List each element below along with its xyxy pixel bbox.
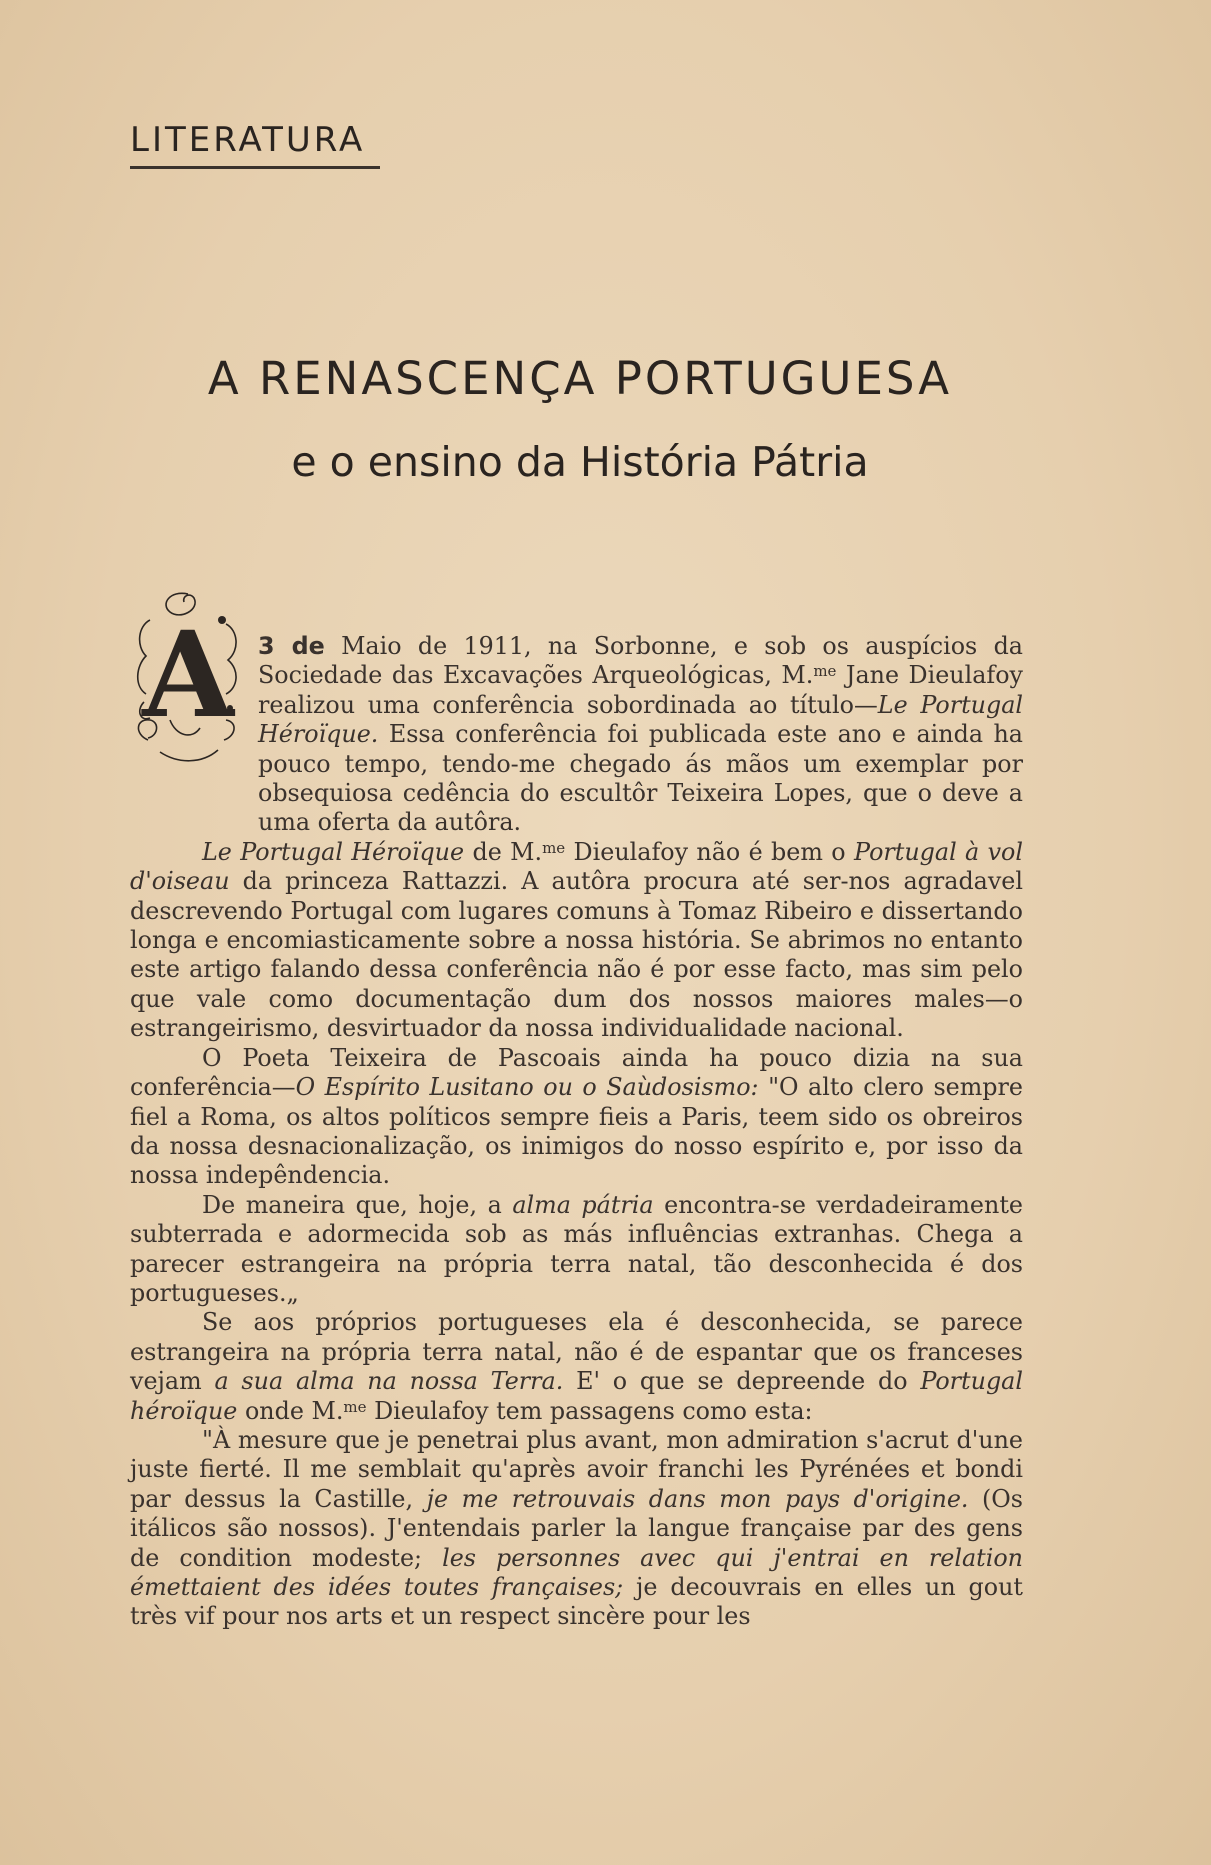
text-run: de M. bbox=[464, 837, 543, 866]
paragraph bbox=[130, 1426, 1023, 1632]
lead-words: 3 de bbox=[258, 632, 325, 660]
italic-text: Le Portugal Héroïque bbox=[202, 837, 465, 866]
text-run: Dieulafoy tem passagens como esta: bbox=[366, 1396, 813, 1425]
superscript: me bbox=[343, 1397, 367, 1416]
text-run: "À mesure que je penetrai plus avant, mon admiration s'acrut d'une juste fierté. Il me semblait qu'après avoir franchi les Pyrénées et bondi par dessus la Castille, bbox=[130, 1425, 1023, 1513]
italic-text: Le Portugal Héroïque. bbox=[258, 690, 1023, 749]
italic-text: je me retrouvais dans mon pays d'origine. bbox=[426, 1484, 969, 1513]
italic-text: alma pátria bbox=[512, 1190, 654, 1219]
paragraph bbox=[130, 1044, 1023, 1191]
section-underline bbox=[130, 166, 380, 169]
article-subtitle: e o ensino da História Pátria bbox=[291, 438, 869, 486]
section-label: LITERATURA bbox=[130, 120, 366, 160]
text-run: E' o que se depreende do bbox=[563, 1367, 921, 1396]
paragraph bbox=[130, 838, 1023, 1044]
text-run: Essa conferência foi publicada este ano e ainda ha pouco tempo, tendo-me chegado ás mãos um exemplar por obsequiosa cedência do escultôr Teixeira Lopes, que o deve a uma oferta da autôra. bbox=[258, 720, 1023, 837]
text-run: je decouvrais en elles un gout très vif pour nos arts et un respect sincère pour les bbox=[130, 1573, 1023, 1631]
text-run: (Os itálicos são nossos). J'entendais parler la langue française par des gens de condition modeste; bbox=[130, 1484, 1023, 1572]
text-run: Maio de 1911, na Sorbonne, e sob os auspícios da Sociedade das Excavações Arqueológicas, M. bbox=[258, 632, 1023, 690]
text-run: Dieulafoy não é bem o bbox=[565, 837, 855, 866]
paragraph bbox=[130, 632, 1023, 838]
italic-text: Portugal héroïque bbox=[130, 1367, 1023, 1425]
italic-text: les personnes avec qui j'entrai en relation émettaient des idées toutes françaises; bbox=[130, 1543, 1023, 1601]
superscript: me bbox=[813, 662, 837, 681]
text-run: Jane Dieulafoy realizou uma conferência sobordinada ao título— bbox=[258, 661, 1023, 719]
text-run: Se aos próprios portugueses ela é desconhecida, se parece estrangeira na própria terra natal, não é de espantar que os franceses vejam bbox=[130, 1308, 1023, 1396]
article-title: A RENASCENÇA PORTUGUESA bbox=[207, 352, 953, 405]
italic-text: Portugal à vol d'oiseau bbox=[130, 837, 1023, 896]
superscript: me bbox=[542, 838, 566, 857]
text-run: "O alto clero sempre fiel a Roma, os altos políticos sempre fieis a Paris, teem sido os obreiros da nossa desnacionalização, os inimigos do nosso espírito e, por isso da nossa indepêndencia. bbox=[130, 1073, 1023, 1190]
text-run: onde M. bbox=[237, 1396, 344, 1425]
svg-text:A: A bbox=[142, 605, 234, 744]
text-run: O Poeta Teixeira de Pascoais ainda ha pouco dizia na sua conferência— bbox=[130, 1043, 1023, 1102]
article-body bbox=[130, 632, 1023, 1632]
text-run: De maneira que, hoje, a bbox=[202, 1190, 513, 1219]
italic-text: O Espírito Lusitano ou o Saùdosismo: bbox=[295, 1073, 759, 1102]
paragraph bbox=[130, 1191, 1023, 1309]
text-run: encontra-se verdadeiramente subterrada e adormecida sob as más influências extranhas. Chega a parecer estrangeira na própria terra natal, tão desconhecida é dos portugueses.„ bbox=[130, 1190, 1023, 1307]
italic-text: a sua alma na nossa Terra. bbox=[214, 1367, 564, 1396]
paragraph bbox=[130, 1308, 1023, 1426]
text-run: da princeza Rattazzi. A autôra procura até ser-nos agradavel descrevendo Portugal com lugares comuns à Tomaz Ribeiro e dissertando longa e encomiasticamente sobre a nossa história. Se abrimos no entanto este artigo falando dessa conferência não é por esse facto, mas sim pelo que vale como documentação dum dos nossos maiores males—o estrangeirismo, desvirtuador da nossa individualidade nacional. bbox=[130, 867, 1023, 1043]
